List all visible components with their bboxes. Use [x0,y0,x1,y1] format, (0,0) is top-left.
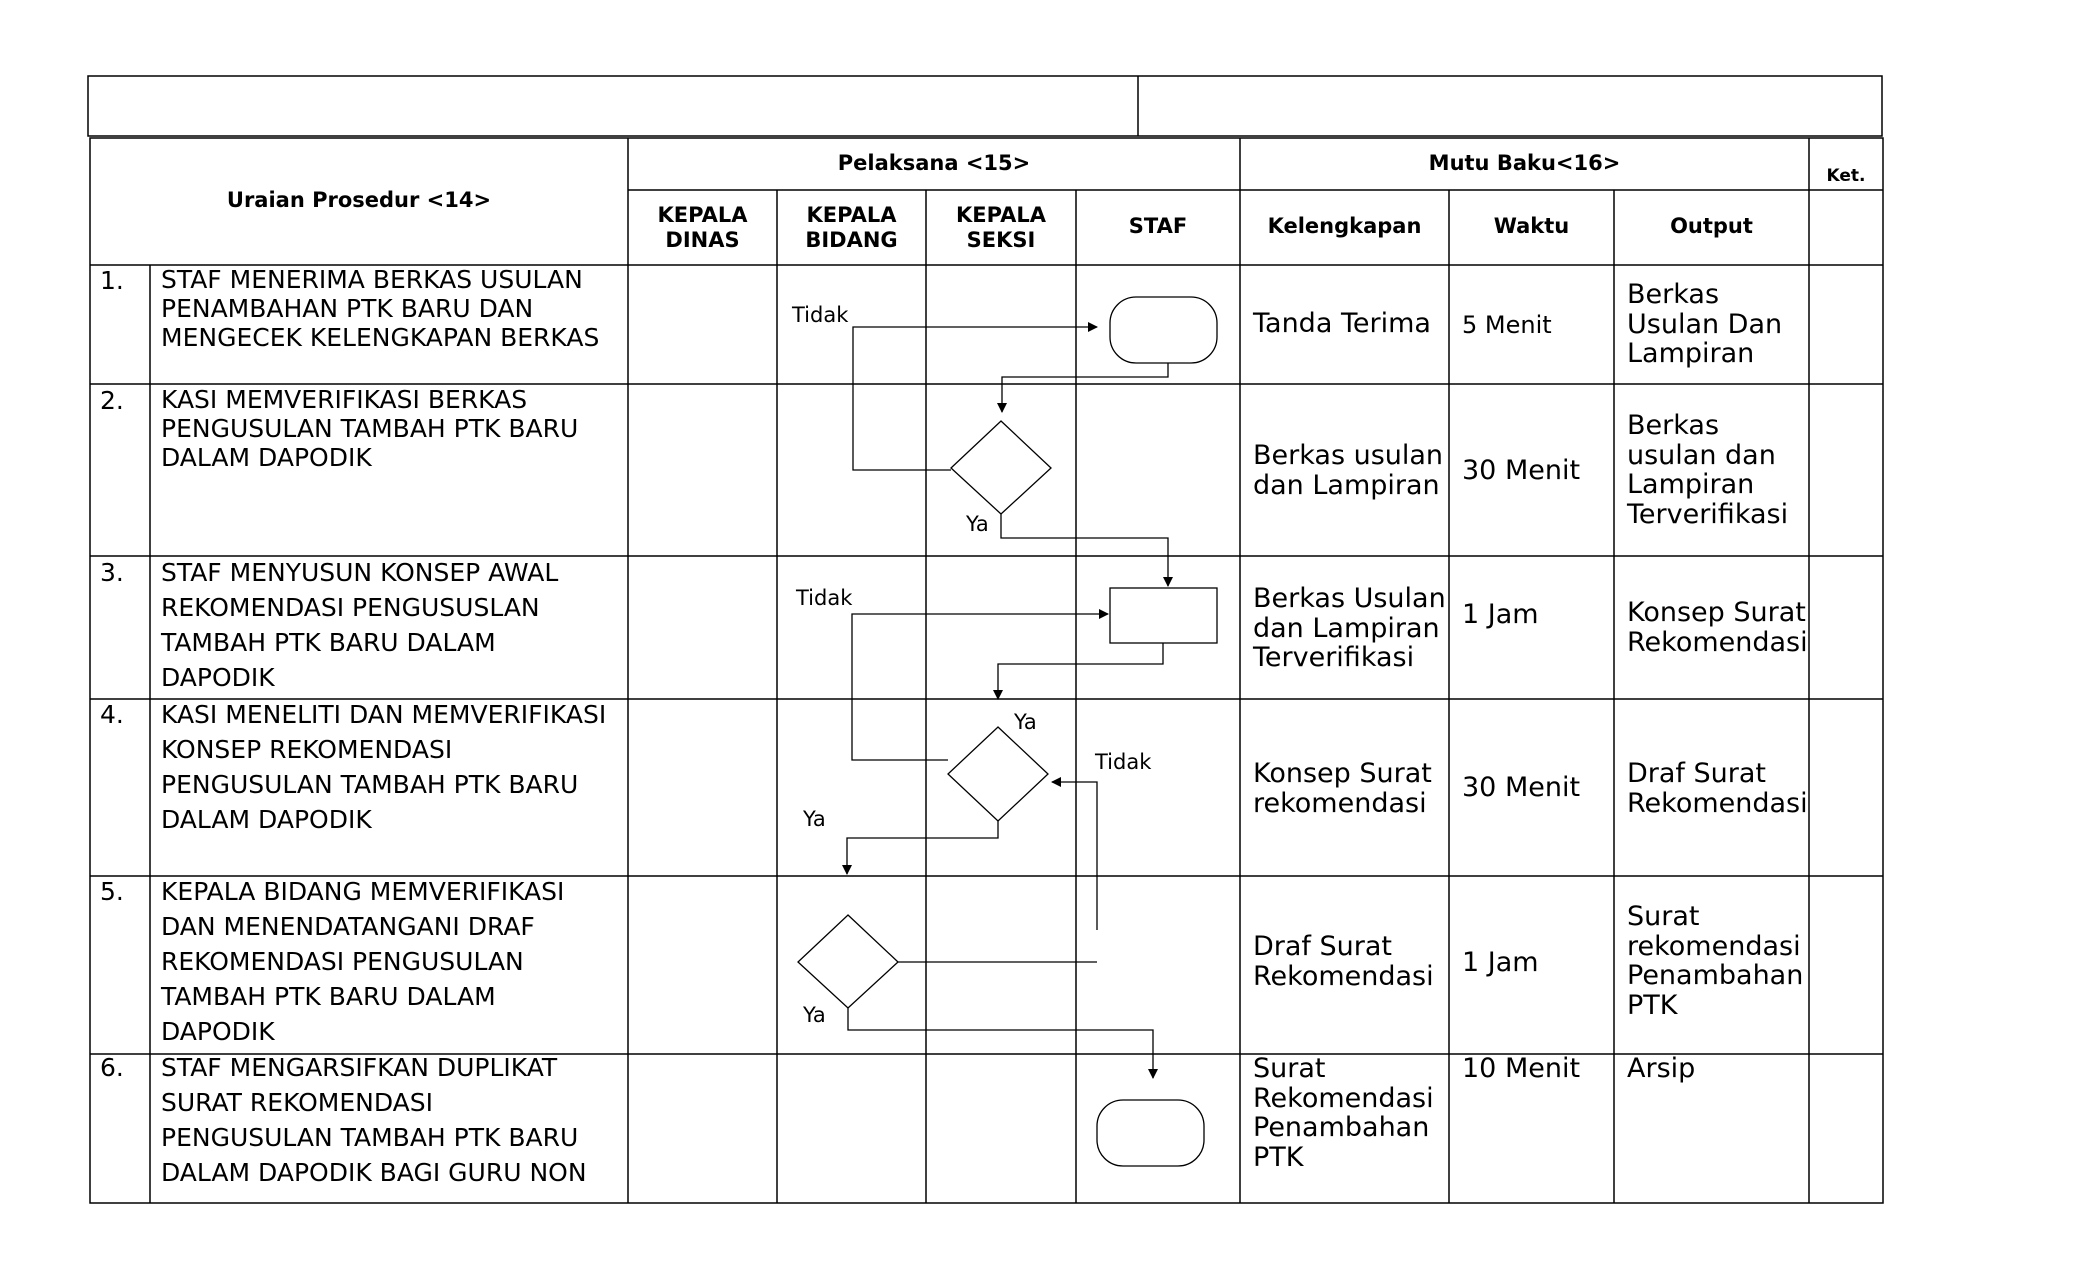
cell-output: Konsep Surat Rekomendasi [1627,597,1808,658]
cell-kelengkapan: Surat Rekomendasi Penambahan PTK [1253,1053,1434,1173]
connector [998,643,1163,699]
header-waktu: Waktu [1493,214,1570,238]
row-description: KEPALA BIDANG MEMVERIFIKASI DAN MENENDATANGANI DRAF REKOMENDASI PENGUSULAN TAMBAH PTK BARU DALAM DAPODIK [161,877,565,1046]
header-mutu-baku: Mutu Baku<16> [1428,151,1621,175]
header-kepala-dinas: KEPALA DINAS [657,203,748,252]
cell-output: Arsip [1627,1053,1696,1084]
label-tidak-2: Tidak [796,586,853,610]
cell-kelengkapan: Berkas usulan dan Lampiran [1253,440,1444,501]
cell-waktu: 1 Jam [1462,947,1539,978]
cell-output: Surat rekomendasi Penambahan PTK [1627,901,1804,1021]
row-number: 2. [100,386,124,415]
cell-waktu: 30 Menit [1462,772,1581,803]
connector [852,614,1108,760]
row-description: STAF MENYUSUN KONSEP AWAL REKOMENDASI PENGUSUSLAN TAMBAH PTK BARU DALAM DAPODIK [161,558,559,692]
label-tidak-1: Tidak [792,303,849,327]
row-description: STAF MENGARSIFKAN DUPLIKAT SURAT REKOMENDASI PENGUSULAN TAMBAH PTK BARU DALAM DAPODIK BAGI GURU NON [161,1053,587,1187]
cell-output: Berkas usulan dan Lampiran Terverifikasi [1627,410,1789,530]
row-number: 6. [100,1053,124,1082]
row-number: 4. [100,700,124,729]
connector [1052,782,1097,930]
connector [847,821,998,874]
row-number: 1. [100,266,124,295]
end-terminator [1097,1100,1204,1166]
decision-kasi-2 [948,727,1048,821]
header-staf: STAF [1128,214,1188,238]
start-terminator [1110,297,1217,363]
connector [848,1008,1153,1078]
cell-waktu: 5 Menit [1462,311,1552,339]
header-kepala-seksi: KEPALA SEKSI [956,203,1046,252]
row-number: 3. [100,558,124,587]
cell-waktu: 30 Menit [1462,455,1581,486]
header-ket: Ket. [1826,166,1866,186]
label-ya-2: Ya [1014,710,1037,734]
header-kepala-bidang: KEPALA BIDANG [805,203,898,252]
cell-waktu: 10 Menit [1462,1053,1581,1084]
row-description: KASI MEMVERIFIKASI BERKAS PENGUSULAN TAMBAH PTK BARU DALAM DAPODIK [161,385,579,472]
row-number: 5. [100,877,124,906]
cell-kelengkapan: Berkas Usulan dan Lampiran Terverifikasi [1253,583,1446,673]
connector [1001,514,1168,586]
header-uraian: Uraian Prosedur <14> [226,188,492,212]
cell-kelengkapan: Tanda Terima [1253,308,1431,339]
header-output: Output [1670,214,1753,238]
connector [1002,363,1168,412]
cell-kelengkapan: Konsep Surat rekomendasi [1253,758,1432,819]
row-description: STAF MENERIMA BERKAS USULAN PENAMBAHAN PTK BARU DAN MENGECEK KELENGKAPAN BERKAS [161,265,600,352]
decision-kasi-1 [951,421,1051,514]
header-pelaksana: Pelaksana <15> [837,151,1031,175]
label-ya-1: Ya [966,512,989,536]
label-tidak-3: Tidak [1095,750,1152,774]
cell-waktu: 1 Jam [1462,599,1539,630]
header-kelengkapan: Kelengkapan [1267,214,1422,238]
decision-kabid [798,915,898,1008]
cell-kelengkapan: Draf Surat Rekomendasi [1253,931,1434,992]
cell-output: Draf Surat Rekomendasi [1627,758,1808,819]
row-description: KASI MENELITI DAN MEMVERIFIKASI KONSEP REKOMENDASI PENGUSULAN TAMBAH PTK BARU DALAM DAPODIK [161,700,607,834]
cell-output: Berkas Usulan Dan Lampiran [1627,279,1783,369]
process-staf [1110,588,1217,643]
label-ya-4: Ya [803,1003,826,1027]
label-ya-3: Ya [803,807,826,831]
